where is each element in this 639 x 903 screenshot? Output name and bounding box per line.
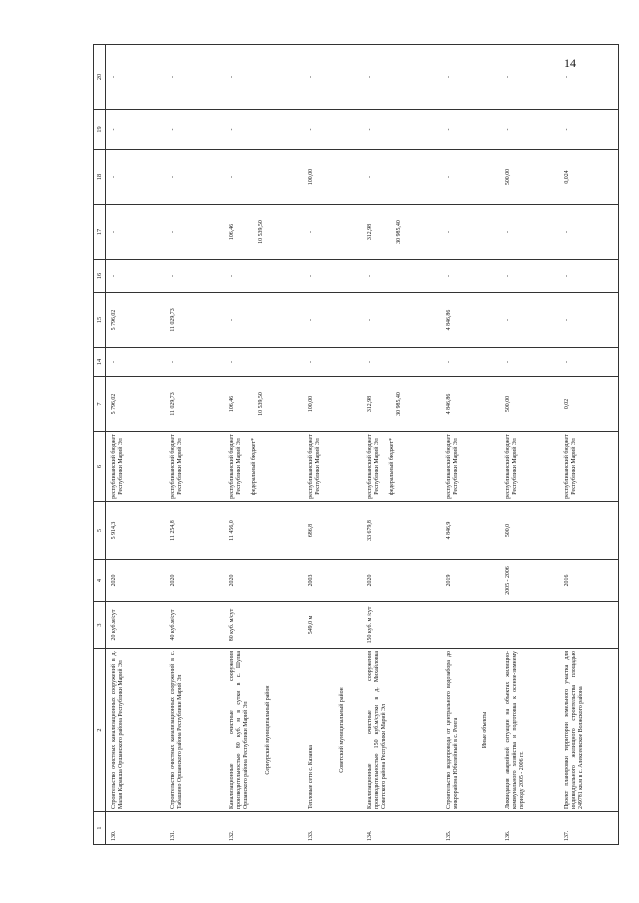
col-header: 6 — [94, 432, 106, 502]
total-amount-federal: 30 985,40 — [396, 392, 403, 416]
cell-20: - — [224, 45, 303, 110]
cell-16: - — [165, 260, 224, 293]
col-header: 5 — [94, 502, 106, 560]
object-name: Ликвидация аварийной ситуации на объектах жилищно-коммунального хозяйства и подготовка к осенне-зимнему периоду 2005 - 2006 гг. — [500, 649, 559, 812]
col-header: 3 — [94, 602, 106, 649]
object-name: Проект планировки территории земельного участка для индивидуального жилищного строительства площадью 249781 кв.м в с. Алексеевское Волжского района — [559, 649, 619, 812]
cell-14: - — [362, 348, 441, 377]
cell-20: - — [106, 45, 166, 110]
object-cell — [303, 649, 362, 812]
cell-17: - — [559, 205, 619, 260]
row-number: 133. — [303, 812, 362, 845]
cell-17: - — [303, 205, 362, 260]
cell-14: - — [500, 348, 559, 377]
estimated-cost: 11 254,8 — [165, 502, 224, 560]
object-cell — [224, 649, 303, 812]
estimated-cost: 33 679,8 — [362, 502, 441, 560]
cell-19: - — [362, 110, 441, 150]
cell-17-cell — [362, 205, 441, 260]
capacity — [500, 602, 559, 649]
cell-20: - — [303, 45, 362, 110]
cell-14: - — [165, 348, 224, 377]
district-heading: Советский муниципальный район — [339, 687, 346, 773]
total-amount: 100,00 — [303, 377, 362, 432]
funding-source-federal: федеральный бюджет* — [251, 437, 258, 496]
table-row — [224, 45, 303, 845]
year: 2019 — [441, 560, 500, 602]
year: 2020 — [224, 560, 303, 602]
cell-18: - — [362, 150, 441, 205]
total-amount-cell — [224, 377, 303, 432]
object-name: Тепловые сети с. Казанка — [308, 745, 314, 809]
cell-20: - — [559, 45, 619, 110]
total-amount-federal: 10 539,50 — [258, 392, 265, 416]
cell-17-federal: 30 985,40 — [396, 220, 403, 244]
row-number: 134. — [362, 812, 441, 845]
year: 2005 - 2006 — [500, 560, 559, 602]
cell-15: 11 029,73 — [165, 293, 224, 348]
cell-16: - — [500, 260, 559, 293]
funding-source: республиканский бюджет Республики Марий Эл — [106, 432, 166, 502]
funding-source: республиканский бюджет Республики Марий Эл — [229, 434, 243, 499]
cell-17-cell — [224, 205, 303, 260]
cell-17: - — [500, 205, 559, 260]
table-row — [559, 45, 619, 845]
capacity — [441, 602, 500, 649]
year: 2003 — [303, 560, 362, 602]
cell-18: 0,024 — [559, 150, 619, 205]
col-header: 4 — [94, 560, 106, 602]
col-header: 7 — [94, 377, 106, 432]
cell-20: - — [362, 45, 441, 110]
cell-15: - — [303, 293, 362, 348]
year: 2020 — [165, 560, 224, 602]
capacity: 20 куб.м/сут — [106, 602, 166, 649]
cell-20: - — [441, 45, 500, 110]
cell-19: - — [165, 110, 224, 150]
cell-15: - — [224, 293, 303, 348]
cell-16: - — [106, 260, 166, 293]
cell-20: - — [165, 45, 224, 110]
cell-16: - — [303, 260, 362, 293]
total-amount-cell — [362, 377, 441, 432]
col-header: 14 — [94, 348, 106, 377]
funding-source: республиканский бюджет Республики Марий Эл — [559, 432, 619, 502]
cell-14: - — [559, 348, 619, 377]
cell-15: - — [500, 293, 559, 348]
funding-source: республиканский бюджет Республики Марий Эл — [441, 432, 500, 502]
row-number: 132. — [224, 812, 303, 845]
object-name: Канализационные очистные сооружения производительностью 150 куб.м/сутки в д. Михайловка Советского района Республики Марий Эл — [362, 649, 441, 812]
cell-17: - — [106, 205, 166, 260]
estimated-cost: 11 456,0 — [224, 502, 303, 560]
cell-15: 5 796,02 — [106, 293, 166, 348]
col-header: 15 — [94, 293, 106, 348]
funding-source: республиканский бюджет Республики Марий Эл — [303, 432, 362, 502]
col-header: 20 — [94, 45, 106, 110]
row-number: 130. — [106, 812, 166, 845]
table-row — [303, 45, 362, 845]
object-name: Строительство водопровода от центрального водозабора до микрорайона Юбилейный в с. Ронга — [446, 651, 460, 809]
estimated-cost: 686,8 — [303, 502, 362, 560]
cell-14: - — [441, 348, 500, 377]
table-row — [500, 45, 559, 845]
funding-source-cell — [224, 432, 303, 502]
funding-source-cell — [362, 432, 441, 502]
estimated-cost: 500,0 — [500, 502, 559, 560]
cell-17: - — [441, 205, 500, 260]
col-header: 18 — [94, 150, 106, 205]
page-number: 14 — [564, 56, 576, 70]
capacity: 40 куб.м/сут — [165, 602, 224, 649]
cell-15: 4 846,86 — [441, 293, 500, 348]
cell-19: - — [224, 110, 303, 150]
object-name: Строительство очистных канализационных сооружений в д. Малая Каракша Оршанского района Республики Марий Эл — [106, 649, 166, 812]
object-name: Канализационные очистные сооружения производительностью 80 куб. м в сутки в с. Шулка Оршанского района Республики Марий Эл — [229, 651, 250, 809]
cell-16: - — [224, 260, 303, 293]
cell-19: - — [303, 110, 362, 150]
estimated-cost: 5 914,3 — [106, 502, 166, 560]
cell-16: - — [559, 260, 619, 293]
object-cell — [441, 649, 500, 812]
cell-15: - — [559, 293, 619, 348]
group-heading: Иные объекты — [482, 711, 489, 749]
col-header: 19 — [94, 110, 106, 150]
cell-17: 106,46 — [229, 223, 235, 241]
total-amount: 5 796,02 — [106, 377, 166, 432]
cell-19: - — [559, 110, 619, 150]
rotated-table-container — [93, 45, 585, 845]
cell-18: 100,00 — [303, 150, 362, 205]
object-name: Строительство очистных канализационных сооружений в с. Табашино Оршанского района Республики Марий Эл — [165, 649, 224, 812]
total-amount: 11 029,73 — [165, 377, 224, 432]
cell-18: - — [224, 150, 303, 205]
cell-14: - — [224, 348, 303, 377]
cell-19: - — [106, 110, 166, 150]
cell-19: - — [441, 110, 500, 150]
col-header: 1 — [94, 812, 106, 845]
capacity: 549,0 м — [303, 602, 362, 649]
total-amount: 500,00 — [500, 377, 559, 432]
year: 2020 — [106, 560, 166, 602]
cell-16: - — [362, 260, 441, 293]
total-amount: 312,98 — [367, 395, 373, 413]
cell-16: - — [441, 260, 500, 293]
funding-source: республиканский бюджет Республики Марий Эл — [500, 432, 559, 502]
row-number: 135. — [441, 812, 500, 845]
capacity — [559, 602, 619, 649]
funding-source: республиканский бюджет Республики Марий Эл — [165, 432, 224, 502]
row-number: 131. — [165, 812, 224, 845]
row-number: 137. — [559, 812, 619, 845]
funding-source: республиканский бюджет Республики Марий Эл — [367, 434, 381, 499]
cell-18: - — [165, 150, 224, 205]
total-amount: 4 846,86 — [441, 377, 500, 432]
col-header: 16 — [94, 260, 106, 293]
total-amount: 0,02 — [559, 377, 619, 432]
table-row — [441, 45, 500, 845]
estimated-cost — [559, 502, 619, 560]
capacity: 80 куб. м/сут — [224, 602, 303, 649]
cell-19: - — [500, 110, 559, 150]
cell-18: 500,00 — [500, 150, 559, 205]
year: 2016 — [559, 560, 619, 602]
estimated-cost: 4 846,9 — [441, 502, 500, 560]
table-row — [362, 45, 441, 845]
cell-18: - — [106, 150, 166, 205]
cell-14: - — [106, 348, 166, 377]
district-heading: Сернурский муниципальный район — [264, 685, 271, 775]
funding-source-federal: федеральный бюджет* — [389, 437, 396, 496]
year: 2020 — [362, 560, 441, 602]
capacity: 150 куб. м /сут — [362, 602, 441, 649]
total-amount: 106,46 — [229, 395, 235, 413]
cell-17-federal: 10 539,50 — [258, 220, 265, 244]
col-header: 17 — [94, 205, 106, 260]
cell-15: - — [362, 293, 441, 348]
cell-17: 312,98 — [367, 223, 373, 241]
cell-18: - — [441, 150, 500, 205]
cell-14: - — [303, 348, 362, 377]
header-row — [94, 45, 106, 845]
table-row — [165, 45, 224, 845]
objects-table — [93, 44, 619, 845]
cell-17: - — [165, 205, 224, 260]
row-number: 136. — [500, 812, 559, 845]
cell-20: - — [500, 45, 559, 110]
col-header: 2 — [94, 649, 106, 812]
table-row — [106, 45, 166, 845]
